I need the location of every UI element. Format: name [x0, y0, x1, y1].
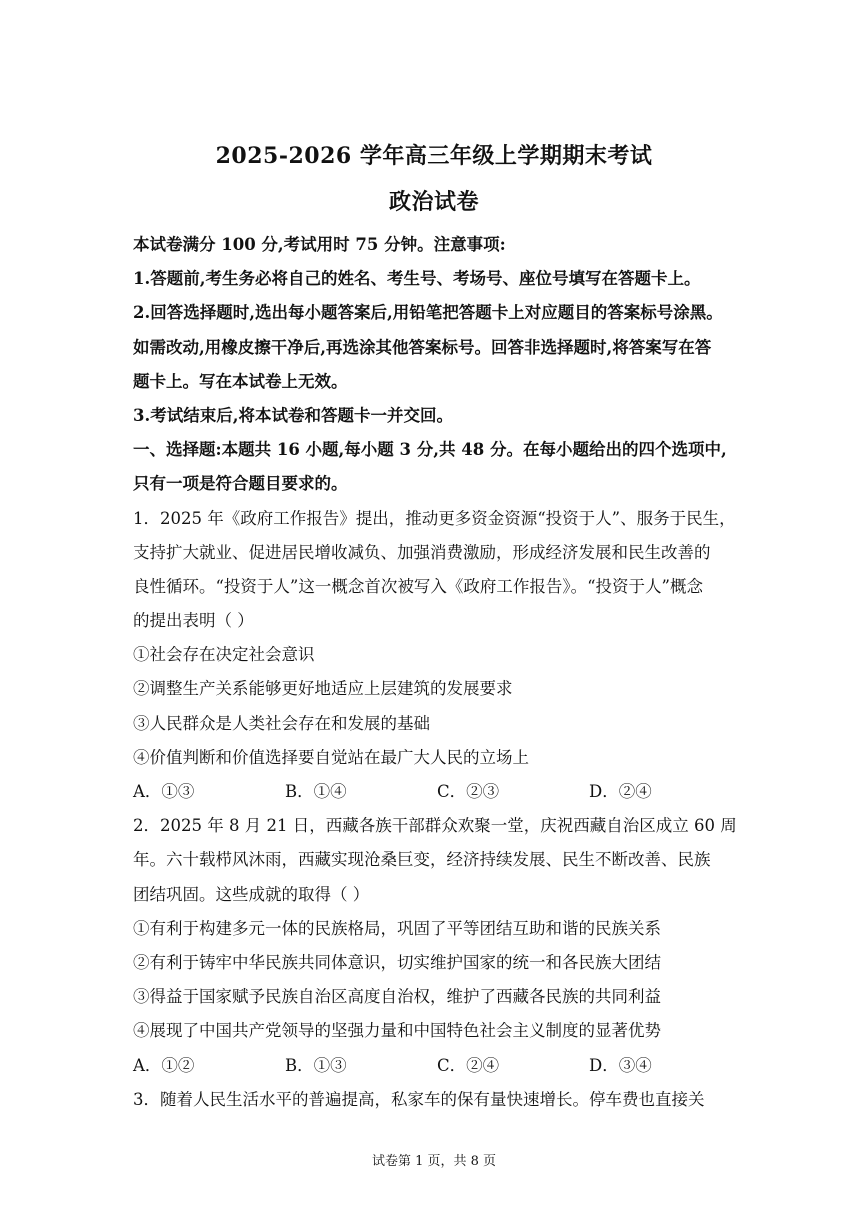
- notice-item-1: 1.答题前,考生务必将自己的姓名、考生号、考场号、座位号填写在答题卡上。: [133, 269, 701, 289]
- q3-stem-line-1: 3．随着人民生活水平的普遍提高，私家车的保有量快速增长。停车费也直接关: [133, 1089, 705, 1109]
- q1-stem-line-3: 良性循环。“投资于人”这一概念首次被写入《政府工作报告》。“投资于人”概念: [133, 576, 703, 596]
- page-footer: 试卷第 1 页，共 8 页: [371, 1154, 497, 1169]
- notice-item-3: 3.考试结束后,将本试卷和答题卡一并交回。: [133, 405, 453, 425]
- q2-option-b: B．①③: [285, 1055, 347, 1075]
- q1-stem-line-1: 1．2025 年《政府工作报告》提出，推动更多资金资源“投资于人”、服务于民生，: [133, 508, 736, 528]
- q2-statement-3: ③得益于国家赋予民族自治区高度自治权，维护了西藏各民族的共同利益: [133, 987, 661, 1007]
- q2-statement-2: ②有利于铸牢中华民族共同体意识，切实维护国家的统一和各民族大团结: [133, 952, 661, 972]
- notice-item-2-line-1: 2.回答选择题时,选出每小题答案后,用铅笔把答题卡上对应题目的答案标号涂黑。: [133, 303, 723, 323]
- q2-option-a: A．①②: [133, 1055, 195, 1075]
- q2-option-c: C．②④: [437, 1055, 500, 1075]
- notice-item-2-line-3: 题卡上。写在本试卷上无效。: [133, 371, 348, 391]
- q2-stem-line-1: 2．2025 年 8 月 21 日，西藏各族干部群众欢聚一堂，庆祝西藏自治区成立 60 周: [133, 816, 737, 836]
- q2-option-d: D．③④: [589, 1055, 652, 1075]
- section-heading-line-1: 一、选择题:本题共 16 小题,每小题 3 分,共 48 分。在每小题给出的四个选项中,: [133, 440, 727, 460]
- q1-option-a: A．①③: [133, 782, 195, 801]
- q2-stem-line-2: 年。六十载栉风沐雨，西藏实现沧桑巨变，经济持续发展、民生不断改善、民族: [133, 850, 711, 870]
- q1-stem-line-4: 的提出表明（ ）: [133, 611, 254, 631]
- q1-option-c: C．②③: [437, 782, 500, 801]
- q2-stem-line-3: 团结巩固。这些成就的取得（ ）: [133, 884, 370, 904]
- q2-options: [133, 1049, 753, 1083]
- q2-statement-1: ①有利于构建多元一体的民族格局，巩固了平等团结互助和谐的民族关系: [133, 918, 661, 938]
- q1-statement-1: ①社会存在决定社会意识: [133, 645, 315, 665]
- notice-heading: 本试卷满分 100 分,考试用时 75 分钟。注意事项:: [133, 235, 506, 254]
- q1-options: [133, 775, 753, 809]
- exam-content: [133, 228, 753, 1117]
- q1-statement-4: ④价值判断和价值选择要自觉站在最广大人民的立场上: [133, 747, 529, 767]
- section-heading-line-2: 只有一项是符合题目要求的。: [133, 474, 348, 494]
- q1-statement-2: ②调整生产关系能够更好地适应上层建筑的发展要求: [133, 679, 513, 699]
- q2-statement-4: ④展现了中国共产党领导的坚强力量和中国特色社会主义制度的显著优势: [133, 1021, 661, 1041]
- page-title: 2025-2026 学年高三年级上学期期末考试: [215, 143, 653, 169]
- q1-option-d: D．②④: [589, 782, 652, 801]
- q1-option-b: B．①④: [285, 782, 347, 801]
- notice-item-2-line-2: 如需改动,用橡皮擦干净后,再选涂其他答案标号。回答非选择题时,将答案写在答: [133, 337, 712, 357]
- page-subtitle: 政治试卷: [388, 189, 479, 215]
- q1-stem-line-2: 支持扩大就业、促进居民增收减负、加强消费激励，形成经济发展和民生改善的: [133, 542, 711, 562]
- q1-statement-3: ③人民群众是人类社会存在和发展的基础: [133, 713, 430, 733]
